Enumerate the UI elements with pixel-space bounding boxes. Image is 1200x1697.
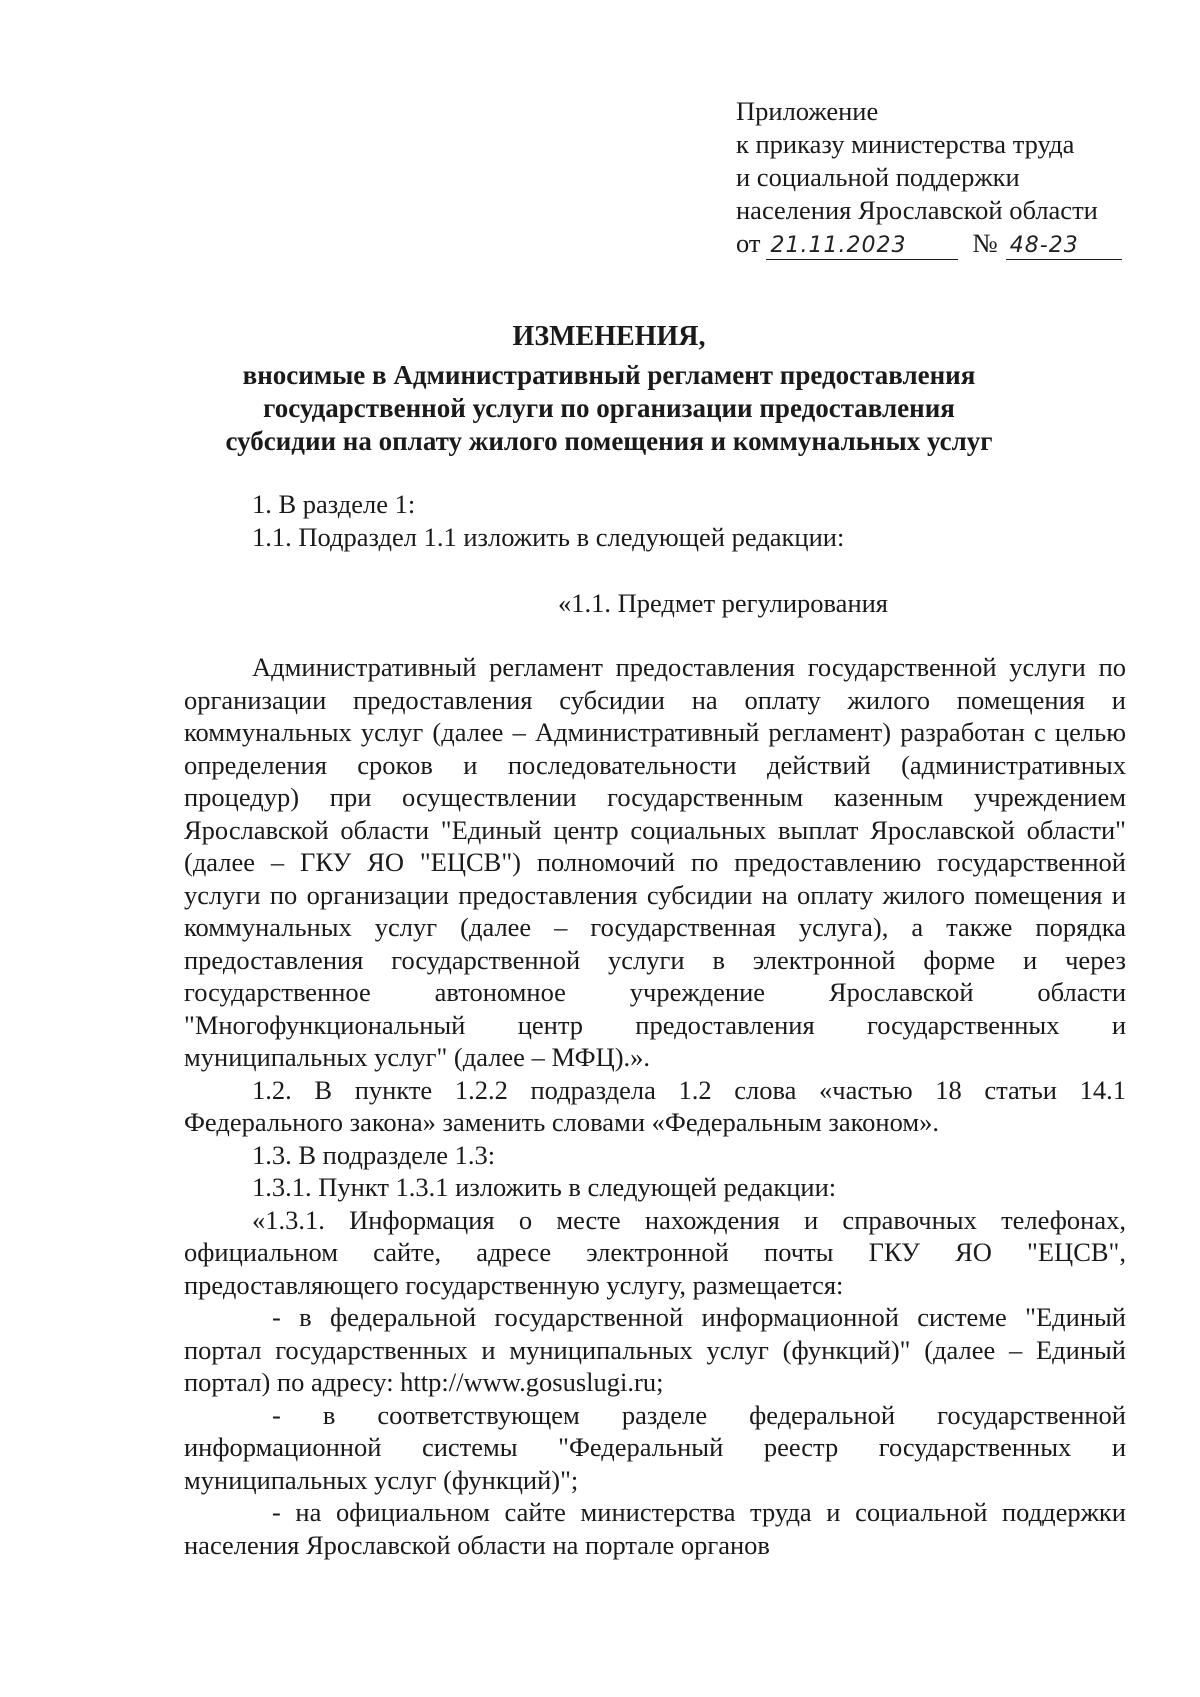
item-1-3: 1.3. В подразделе 1.3:: [252, 1139, 496, 1170]
item-1-3-1-text: «1.3.1. Информация о месте нахождения и справочных телефонах, официальном сайте, адресе электронной почты ГКУ ЯО "ЕЦСВ", предоставляющего государственную услугу, размещается:: [184, 1204, 1126, 1300]
title-subline: субсидии на оплату жилого помещения и коммунальных услуг: [225, 426, 993, 456]
number-sign: №: [972, 228, 998, 258]
bullet-item: - в федеральной государственной информационной системе "Единый портал государственных и муниципальных услуг (функций)" (далее – Единый портал) по адресу: http://www.gosuslugi.ru;: [184, 1302, 1126, 1397]
title-main: ИЗМЕНЕНИЯ,: [512, 321, 706, 352]
title-subline: вносимые в Административный регламент предоставления: [242, 360, 976, 390]
handwritten-number: 48-23: [1006, 233, 1122, 260]
body-main: [184, 651, 1126, 1561]
bullet-item: - на официальном сайте министерства труда и социальной поддержки населения Ярославской области на портале органов: [184, 1497, 1126, 1560]
date-number-line: [736, 227, 1136, 260]
subsection-heading-block: [184, 587, 1126, 620]
paragraph-main: Административный регламент предоставления государственной услуги по организации предоставления субсидии на оплату жилого помещения и коммунальных услуг (далее – Административный регламент) разработан с целью определения сроков и последовательности действий (административных процедур) при осуществлении государственным казенным учреждением Ярославской области "Единый центр социальных выплат Ярославской области" (далее – ГКУ ЯО "ЕЦСВ") полномочий по предоставлению государственной услуги по организации предоставления субсидии на оплату жилого помещения и коммунальных услуг (далее – государственная услуга), а также порядка предоставления государственной услуги в электронной форме и через государственное автономное учреждение Ярославской области "Многофункциональный центр предоставления государственных и муниципальных услуг" (далее – МФЦ).».: [184, 652, 1126, 1072]
subsection-heading: «1.1. Предмет регулирования: [558, 588, 888, 618]
bullet-item: - в соответствующем разделе федеральной государственной информационной системы "Федеральный реестр государственных и муниципальных услуг (функций)";: [184, 1399, 1126, 1495]
item-1-3-1: 1.3.1. Пункт 1.3.1 изложить в следующей редакции:: [252, 1172, 837, 1202]
title-subline: государственной услуги по организации предоставления: [263, 393, 955, 423]
appendix-block: [736, 95, 1136, 260]
document-title: [150, 320, 1068, 458]
appendix-line: населения Ярославской области: [736, 195, 1098, 225]
item-1: 1. В разделе 1:: [252, 489, 416, 519]
body-intro: [184, 488, 1126, 553]
item-1-1: 1.1. Подраздел 1.1 изложить в следующей редакции:: [252, 521, 845, 552]
item-1-2: 1.2. В пункте 1.2.2 подраздела 1.2 слова «частью 18 статьи 14.1 Федерального закона» заменить словами «Федеральным законом».: [184, 1074, 1126, 1137]
handwritten-date: 21.11.2023: [766, 233, 958, 260]
appendix-line: и социальной поддержки: [736, 162, 1020, 192]
date-prefix: от: [736, 228, 761, 258]
appendix-line: Приложение: [736, 96, 879, 126]
appendix-line: к приказу министерства труда: [736, 129, 1075, 159]
